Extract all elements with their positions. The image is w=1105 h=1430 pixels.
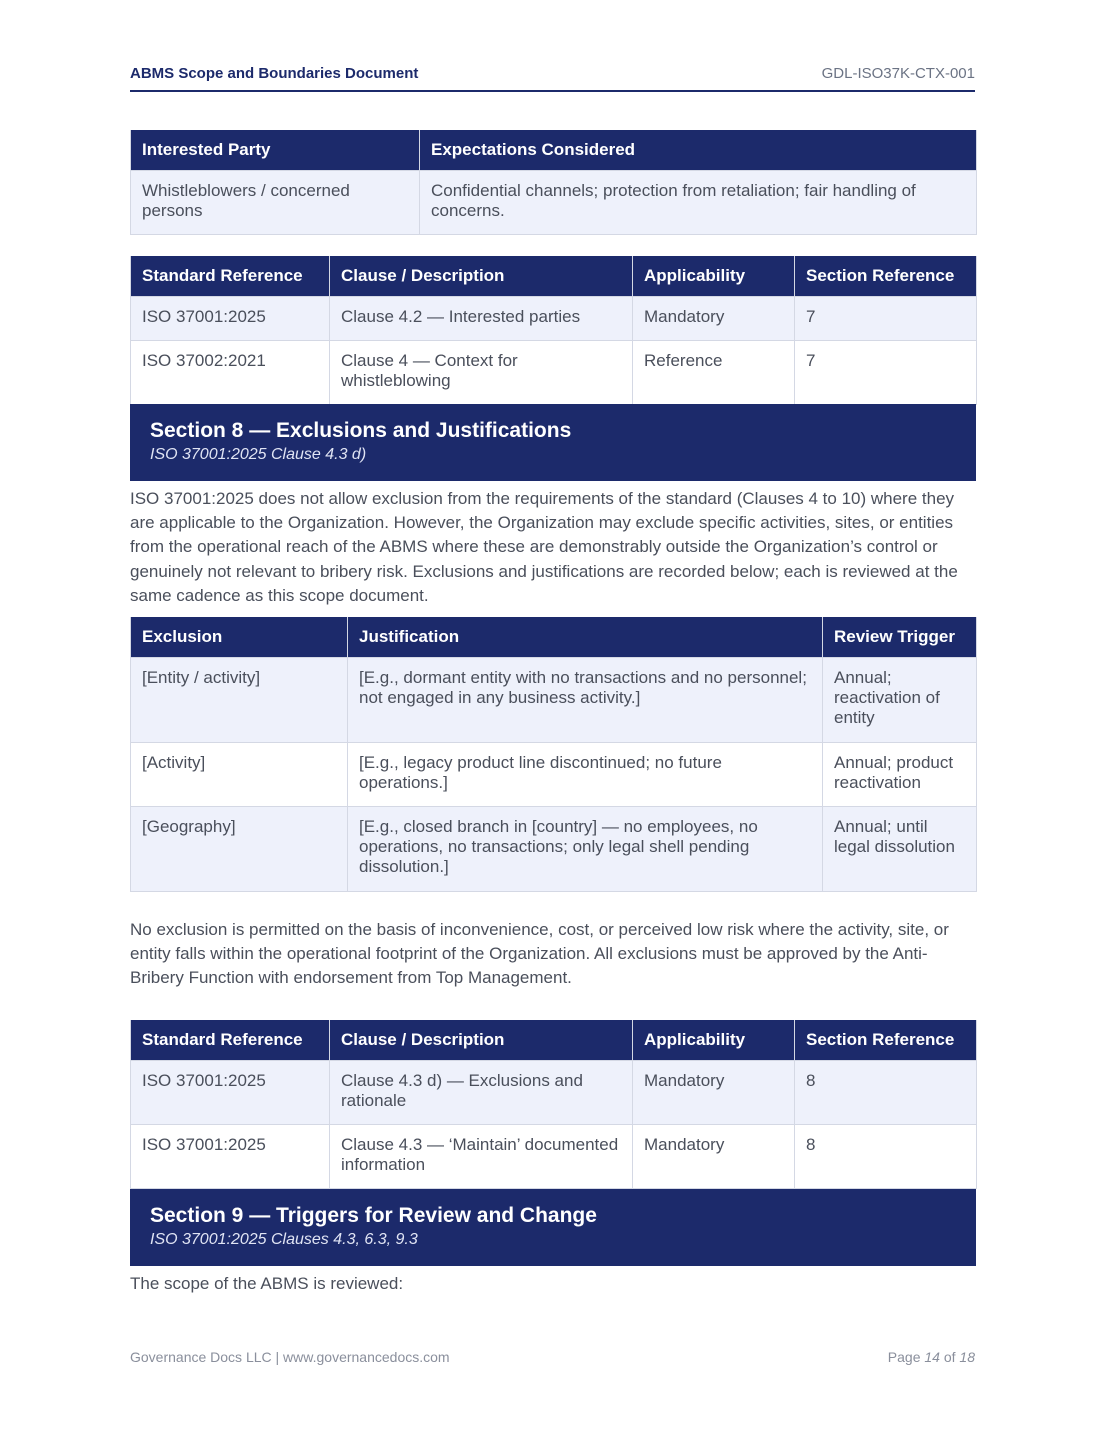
table-row [131, 806, 977, 891]
table-cell: Clause 4.2 — Interested parties [330, 296, 633, 340]
section-9-intro-paragraph: The scope of the ABMS is reviewed: [130, 1274, 404, 1293]
column-header: Standard Reference [131, 256, 330, 296]
page-label: Page [887, 1349, 925, 1365]
standard-reference-table-section-7 [130, 256, 977, 405]
section-title: Section 8 — Exclusions and Justifications [150, 419, 572, 442]
column-header: Applicability [633, 1020, 795, 1060]
column-header: Clause / Description [330, 1020, 633, 1060]
table-row [131, 340, 977, 404]
column-header: Interested Party [131, 130, 420, 170]
table-cell: Whistleblowers / concerned persons [131, 170, 420, 234]
column-header: Review Trigger [823, 617, 977, 657]
interested-parties-table [130, 130, 977, 235]
table-cell: ISO 37001:2025 [131, 1060, 330, 1124]
total-pages: 18 [959, 1349, 975, 1365]
table-cell: 8 [795, 1060, 977, 1124]
table-cell: Clause 4.3 — ‘Maintain’ documented information [330, 1124, 633, 1188]
footer-company: Governance Docs LLC | www.governancedocs.com [130, 1349, 450, 1365]
table-header-row [131, 617, 977, 657]
column-header: Clause / Description [330, 256, 633, 296]
document-title: ABMS Scope and Boundaries Document [130, 65, 419, 82]
table-cell: ISO 37001:2025 [131, 1124, 330, 1188]
table-row [131, 1060, 977, 1124]
table-cell: Clause 4.3 d) — Exclusions and rationale [330, 1060, 633, 1124]
table-cell: ISO 37002:2021 [131, 340, 330, 404]
table-cell: Mandatory [633, 1124, 795, 1188]
section-9-banner [130, 1189, 976, 1266]
table-cell: [Geography] [131, 806, 348, 891]
column-header: Exclusion [131, 617, 348, 657]
table-cell: 7 [795, 296, 977, 340]
section-title: Section 9 — Triggers for Review and Change [150, 1204, 597, 1227]
table-cell: [E.g., closed branch in [country] — no employees, no operations, no transactions; only legal shell pending dissolution.] [348, 806, 823, 891]
table-cell: Clause 4 — Context for whistleblowing [330, 340, 633, 404]
table-cell: [Activity] [131, 742, 348, 806]
table-cell: Mandatory [633, 1060, 795, 1124]
column-header: Standard Reference [131, 1020, 330, 1060]
section-subtitle: ISO 37001:2025 Clause 4.3 d) [150, 446, 367, 463]
table-cell: Reference [633, 340, 795, 404]
table-header-row [131, 130, 977, 170]
section-subtitle: ISO 37001:2025 Clauses 4.3, 6.3, 9.3 [150, 1231, 418, 1248]
table-row [131, 296, 977, 340]
column-header: Expectations Considered [420, 130, 977, 170]
page-of-label: of [939, 1349, 960, 1365]
table-cell: [E.g., dormant entity with no transactions and no personnel; not engaged in any business activity.] [348, 657, 823, 742]
table-cell: [E.g., legacy product line discontinued; no future operations.] [348, 742, 823, 806]
table-cell: ISO 37001:2025 [131, 296, 330, 340]
current-page: 14 [924, 1349, 940, 1365]
document-code: GDL-ISO37K-CTX-001 [821, 65, 975, 82]
column-header: Applicability [633, 256, 795, 296]
page-number [888, 1349, 975, 1365]
table-cell: 7 [795, 340, 977, 404]
table-row [131, 170, 977, 234]
table-header-row [131, 1020, 977, 1060]
table-row [131, 1124, 977, 1188]
table-header-row [131, 256, 977, 296]
column-header: Section Reference [795, 1020, 977, 1060]
section-8-intro-paragraph: ISO 37001:2025 does not allow exclusion from the requirements of the standard (Clauses 4 to 10) where they are applicable to the Organization. However, the Organization may exclude specific activities, sites, or entities from the operational reach of the ABMS where these are demonstrably outside the Organization’s control or genuinely not relevant to bribery risk. Exclusions and justifications are recorded below; each is reviewed at the same cadence as this scope document. [130, 489, 958, 605]
table-cell: Confidential channels; protection from retaliation; fair handling of concerns. [420, 170, 977, 234]
section-8-banner [130, 404, 976, 481]
column-header: Justification [348, 617, 823, 657]
exclusions-table [130, 617, 977, 892]
table-cell: Mandatory [633, 296, 795, 340]
page-header [130, 64, 975, 92]
table-row [131, 657, 977, 742]
table-cell: 8 [795, 1124, 977, 1188]
table-cell: Annual; reactivation of entity [823, 657, 977, 742]
table-row [131, 742, 977, 806]
standard-reference-table-section-8 [130, 1020, 977, 1189]
table-cell: Annual; until legal dissolution [823, 806, 977, 891]
table-cell: [Entity / activity] [131, 657, 348, 742]
section-8-closing-paragraph: No exclusion is permitted on the basis of inconvenience, cost, or perceived low risk where the activity, site, or entity falls within the operational footprint of the Organization. All exclusions must be approved by the Anti-Bribery Function with endorsement from Top Management. [130, 920, 949, 988]
column-header: Section Reference [795, 256, 977, 296]
table-cell: Annual; product reactivation [823, 742, 977, 806]
